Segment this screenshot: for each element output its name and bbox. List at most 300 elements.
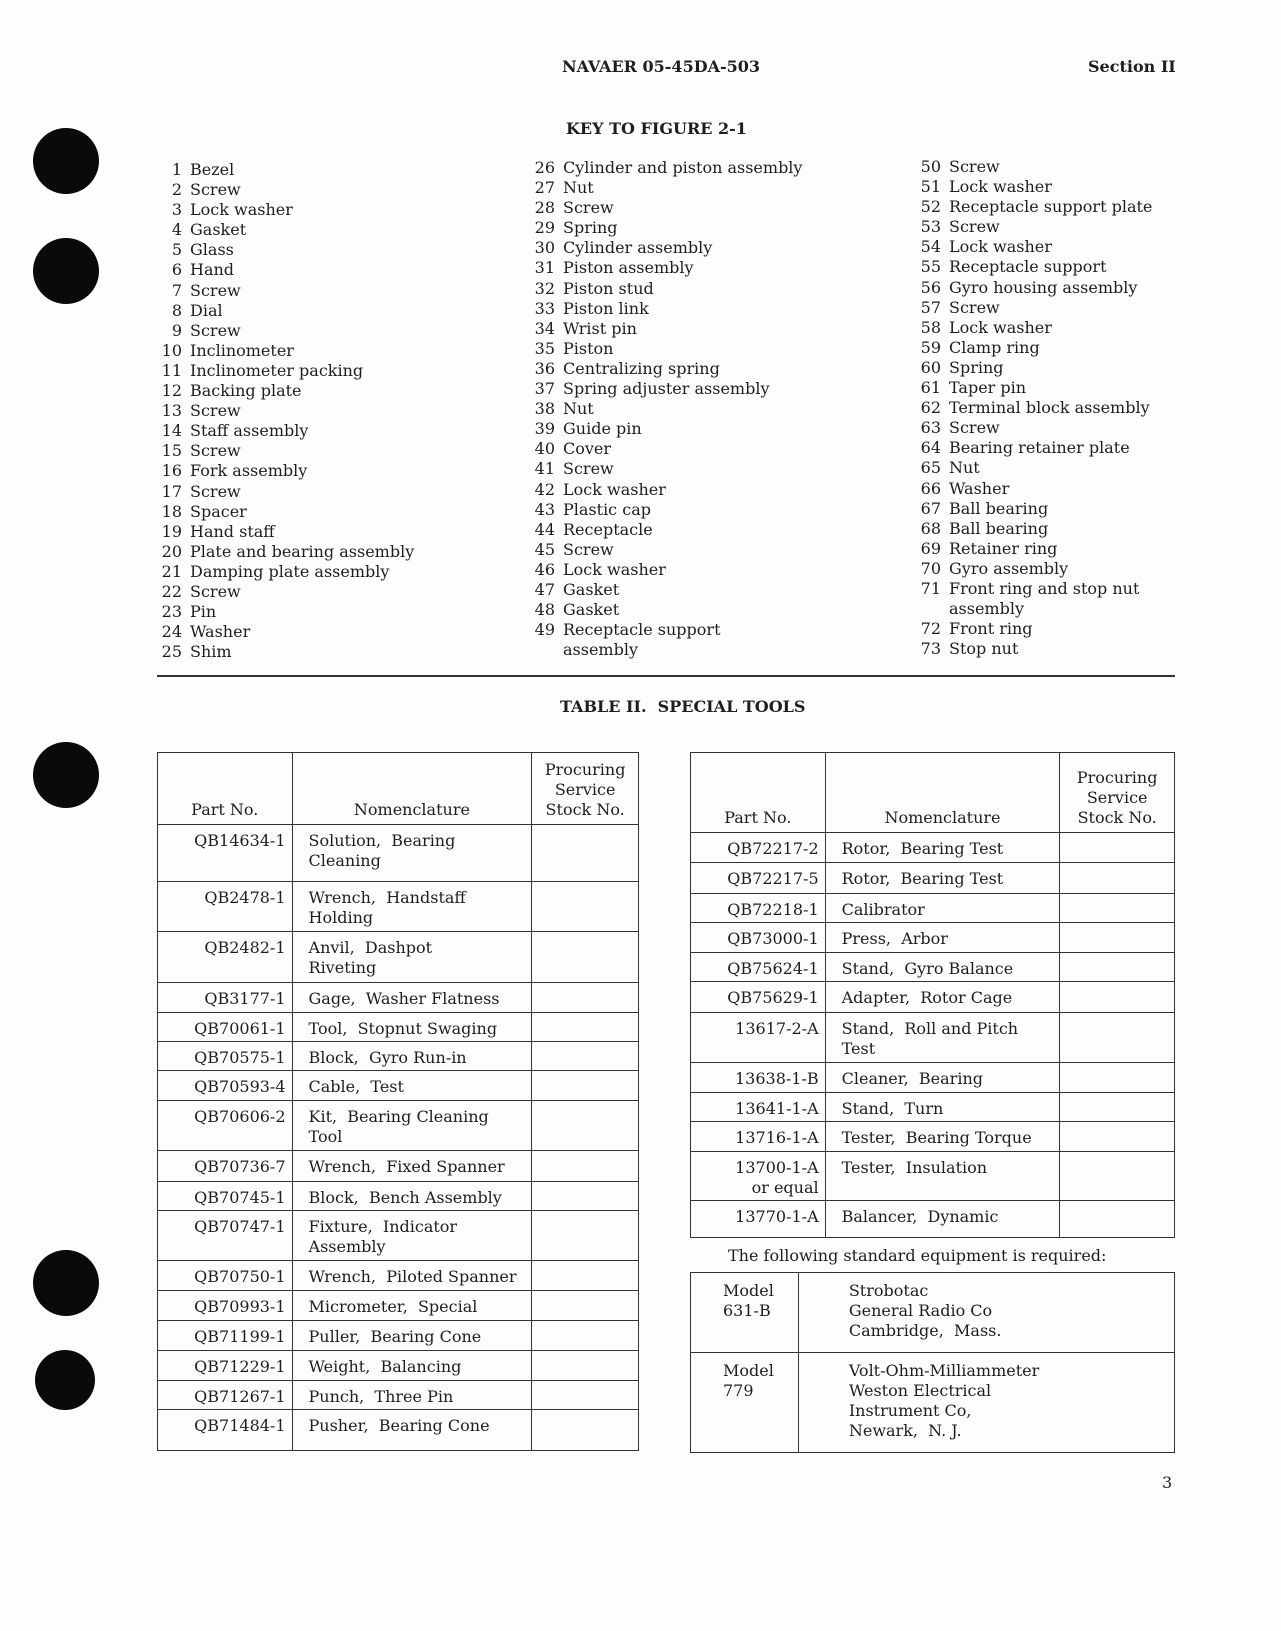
table-row	[691, 1122, 1175, 1152]
table-row	[691, 982, 1175, 1013]
key-item-number: 43	[534, 499, 555, 519]
key-item-number: 67	[920, 498, 941, 518]
key-item-number: 72	[920, 619, 941, 639]
key-item-number: 46	[534, 559, 555, 579]
key-item-label: Fork assembly	[190, 461, 308, 481]
key-item	[534, 278, 802, 299]
nomenclature-cell: Tester, Bearing Torque	[825, 1122, 1060, 1152]
stock-number-cell	[1060, 1122, 1175, 1152]
key-item-number: 18	[161, 501, 182, 521]
key-item	[949, 599, 1152, 619]
key-item-label: Taper pin	[949, 378, 1027, 398]
key-item-number: 51	[920, 177, 941, 197]
key-item	[534, 158, 803, 178]
stock-no-header: Procuring Service Stock No.	[532, 753, 639, 825]
key-item-label: Lock washer	[949, 237, 1052, 257]
key-item	[171, 200, 414, 220]
punch-hole	[33, 742, 99, 808]
table-row	[158, 1151, 639, 1182]
key-item-number: 7	[171, 280, 182, 300]
stock-number-cell	[532, 882, 639, 932]
model-cell: Model 631-B	[691, 1273, 799, 1353]
stock-number-cell	[532, 1410, 639, 1451]
key-item-number: 27	[534, 178, 555, 198]
part-number-cell: QB72217-2	[691, 833, 826, 863]
key-item	[534, 419, 802, 439]
stock-no-header: Procuring Service Stock No.	[1060, 753, 1175, 833]
page-number: 3	[1162, 1473, 1173, 1492]
table-row	[158, 932, 639, 983]
key-item-number: 36	[534, 358, 555, 378]
key-item	[534, 178, 802, 198]
key-item-label: Shim	[190, 642, 232, 662]
nomenclature-cell: Solution, Bearing Cleaning	[292, 825, 532, 882]
key-item-label: Front ring and stop nut	[949, 578, 1140, 598]
key-item-number: 54	[920, 237, 941, 257]
part-number-cell: QB70993-1	[158, 1291, 293, 1321]
key-item-label: Screw	[190, 441, 241, 461]
stock-number-cell	[1060, 953, 1175, 982]
key-item-label: Screw	[190, 481, 241, 501]
table-row	[158, 1351, 639, 1381]
key-item	[161, 461, 414, 481]
table-row	[158, 1101, 639, 1151]
table-row	[158, 1071, 639, 1101]
key-item	[161, 360, 414, 381]
part-number-cell: QB71229-1	[158, 1351, 293, 1381]
stock-number-cell	[532, 1013, 639, 1042]
key-item-number: 39	[534, 419, 555, 439]
key-item-label: Piston link	[563, 298, 649, 318]
part-number-cell: QB70745-1	[158, 1182, 293, 1211]
key-item-label: Spacer	[190, 501, 247, 521]
part-number-cell: 13716-1-A	[691, 1122, 826, 1152]
key-item-number: 10	[161, 340, 182, 360]
key-item-label: Piston assembly	[563, 258, 694, 278]
key-item-number: 64	[920, 438, 941, 458]
key-item-label: Receptacle	[563, 519, 653, 539]
part-number-cell: QB70750-1	[158, 1261, 293, 1291]
key-item-label: Plate and bearing assembly	[190, 541, 415, 561]
table-row	[158, 1211, 639, 1261]
key-item-number: 19	[161, 521, 182, 541]
part-number-cell: QB70736-7	[158, 1151, 293, 1182]
table-row	[691, 953, 1175, 982]
part-number-cell: QB70575-1	[158, 1042, 293, 1071]
punch-hole	[33, 1250, 99, 1316]
table-row	[158, 1410, 639, 1451]
stock-number-cell	[1060, 1063, 1175, 1093]
key-item-number: 12	[161, 381, 182, 401]
key-item-label: Bearing retainer plate	[949, 438, 1130, 458]
key-item-label: Hand	[190, 260, 235, 280]
nomenclature-cell: Press, Arbor	[825, 923, 1060, 953]
nomenclature-cell: Gage, Washer Flatness	[292, 983, 532, 1013]
stock-number-cell	[1060, 1013, 1175, 1063]
key-item-label: Ball bearing	[949, 498, 1049, 518]
key-item-label: Lock washer	[949, 317, 1052, 337]
key-item-number: 59	[920, 337, 941, 357]
key-item-number: 42	[534, 479, 555, 499]
key-item-number: 45	[534, 539, 555, 559]
key-item	[161, 642, 414, 662]
table-row	[158, 1042, 639, 1071]
key-item-number: 41	[534, 459, 555, 479]
key-item-number: 52	[920, 197, 941, 217]
key-item	[920, 478, 1152, 499]
key-item-number: 50	[920, 157, 941, 176]
key-item-number: 38	[534, 399, 555, 419]
key-item-number: 2	[171, 180, 182, 200]
key-item	[920, 357, 1152, 378]
key-item-number: 68	[920, 518, 941, 538]
stock-number-cell	[1060, 833, 1175, 863]
key-item-number: 11	[161, 360, 182, 380]
key-item	[161, 561, 414, 582]
part-number-cell: QB70747-1	[158, 1211, 293, 1261]
key-item-label: Screw	[190, 581, 241, 601]
table-row	[158, 1261, 639, 1291]
table-row	[158, 1381, 639, 1410]
key-item	[920, 197, 1153, 217]
part-no-header: Part No.	[691, 753, 826, 833]
key-item-label: Screw	[563, 198, 614, 218]
key-item	[920, 458, 1152, 478]
key-item-label: Gyro housing assembly	[949, 277, 1138, 297]
key-item-label: Centralizing spring	[563, 358, 720, 378]
part-number-cell: QB75629-1	[691, 982, 826, 1013]
key-item-label: Bezel	[190, 160, 235, 179]
key-item	[563, 640, 802, 660]
part-number-cell: 13770-1-A	[691, 1201, 826, 1238]
key-item	[534, 439, 802, 459]
stock-number-cell	[532, 1071, 639, 1101]
key-item-number: 71	[920, 578, 941, 598]
key-item-label: Piston stud	[563, 278, 654, 298]
stock-number-cell	[1060, 1093, 1175, 1122]
part-number-cell: QB73000-1	[691, 923, 826, 953]
key-item-label: Gasket	[190, 220, 247, 240]
key-item-number: 14	[161, 421, 182, 441]
key-item-number: 70	[920, 558, 941, 578]
nomenclature-cell: Weight, Balancing	[292, 1351, 532, 1381]
nomenclature-cell: Rotor, Bearing Test	[825, 863, 1060, 894]
key-item	[534, 459, 802, 479]
key-item-number: 44	[534, 519, 555, 539]
equipment-row	[691, 1353, 1175, 1453]
key-item	[920, 518, 1152, 539]
key-item-label: Front ring	[949, 619, 1033, 639]
part-number-cell: 13617-2-A	[691, 1013, 826, 1063]
standard-equipment-note: The following standard equipment is required:	[728, 1246, 1107, 1265]
table-title: TABLE II. SPECIAL TOOLS	[560, 697, 806, 716]
key-item-number: 5	[171, 240, 182, 260]
table-row	[691, 1201, 1175, 1238]
part-number-cell: QB72218-1	[691, 894, 826, 923]
key-item-label: Inclinometer packing	[190, 360, 364, 380]
key-item-number: 8	[171, 300, 182, 320]
nomenclature-cell: Stand, Turn	[825, 1093, 1060, 1122]
key-item-number: 56	[920, 277, 941, 297]
key-item	[920, 398, 1152, 418]
key-item	[161, 401, 414, 421]
punch-hole	[35, 1350, 95, 1410]
nomenclature-cell: Cleaner, Bearing	[825, 1063, 1060, 1093]
key-item-label: Pin	[190, 602, 217, 622]
key-item-label: Cover	[563, 439, 612, 459]
key-item-label: Receptacle support	[563, 620, 721, 640]
table-row	[158, 825, 639, 882]
key-item	[920, 378, 1152, 398]
document-number: NAVAER 05-45DA-503	[562, 57, 761, 76]
stock-number-cell	[532, 1151, 639, 1182]
part-number-cell: QB70061-1	[158, 1013, 293, 1042]
key-item-number: 37	[534, 379, 555, 399]
key-item	[534, 358, 802, 379]
key-item-label: Screw	[563, 459, 614, 479]
table-row	[158, 1182, 639, 1211]
key-item-label: Lock washer	[563, 479, 666, 499]
nomenclature-cell: Fixture, Indicator Assembly	[292, 1211, 532, 1261]
part-number-cell: QB71484-1	[158, 1410, 293, 1451]
key-item	[920, 538, 1152, 559]
key-item-label: Damping plate assembly	[190, 561, 390, 581]
key-item-label: Clamp ring	[949, 337, 1040, 357]
key-item-number: 24	[161, 622, 182, 642]
key-item-label: Plastic cap	[563, 499, 651, 519]
part-number-cell: QB2478-1	[158, 882, 293, 932]
key-item	[920, 639, 1152, 659]
key-item-label: Nut	[563, 178, 594, 198]
key-item-number: 25	[161, 642, 182, 662]
key-item-label: assembly	[949, 599, 1024, 619]
key-item-number: 15	[161, 441, 182, 461]
table-row	[158, 1013, 639, 1042]
key-item-number: 28	[534, 198, 555, 218]
key-item-number: 61	[920, 378, 941, 398]
key-item	[171, 280, 414, 301]
equipment-row	[691, 1273, 1175, 1353]
part-number-cell: 13638-1-B	[691, 1063, 826, 1093]
key-item-label: Nut	[949, 458, 980, 478]
nomenclature-cell: Calibrator	[825, 894, 1060, 923]
key-item-label: Retainer ring	[949, 538, 1058, 558]
stock-number-cell	[532, 1211, 639, 1261]
key-item-number: 35	[534, 338, 555, 358]
key-item	[920, 418, 1152, 438]
part-number-cell: QB70593-4	[158, 1071, 293, 1101]
key-item-number: 13	[161, 401, 182, 421]
key-item-number: 26	[534, 158, 555, 177]
key-item	[534, 338, 802, 359]
key-item	[161, 481, 414, 502]
key-item	[920, 498, 1152, 519]
key-item-number: 17	[161, 481, 182, 501]
stock-number-cell	[532, 1182, 639, 1211]
table-row	[691, 894, 1175, 923]
part-no-header: Part No.	[158, 753, 293, 825]
stock-number-cell	[532, 1321, 639, 1351]
nomenclature-cell: Puller, Bearing Cone	[292, 1321, 532, 1351]
key-item-label: Glass	[190, 240, 234, 260]
part-number-cell: QB14634-1	[158, 825, 293, 882]
key-item-number: 4	[171, 220, 182, 240]
key-item-label: Lock washer	[563, 559, 666, 579]
key-item-label: Guide pin	[563, 419, 642, 439]
key-item-label: Screw	[190, 180, 241, 200]
key-item-number: 34	[534, 318, 555, 338]
key-item-label: Screw	[949, 217, 1000, 237]
key-item	[534, 579, 802, 600]
key-item	[171, 180, 414, 200]
key-item-label: Screw	[949, 297, 1000, 317]
key-item	[161, 340, 414, 361]
key-item-label: Staff assembly	[190, 421, 309, 441]
part-number-cell: 13700-1-A or equal	[691, 1152, 826, 1201]
model-cell: Model 779	[691, 1353, 799, 1453]
nomenclature-cell: Block, Gyro Run-in	[292, 1042, 532, 1071]
table-row	[691, 1152, 1175, 1201]
key-item	[161, 602, 414, 622]
nomenclature-cell: Wrench, Fixed Spanner	[292, 1151, 532, 1182]
key-item	[534, 600, 802, 620]
key-item-number: 31	[534, 258, 555, 278]
key-item-label: Screw	[190, 280, 241, 300]
key-item	[171, 240, 414, 260]
key-item	[171, 260, 414, 280]
key-item-label: Screw	[949, 418, 1000, 438]
key-item	[171, 160, 414, 180]
key-column-2	[534, 158, 803, 660]
key-item	[534, 539, 802, 560]
nomenclature-cell: Stand, Roll and Pitch Test	[825, 1013, 1060, 1063]
key-item	[161, 421, 414, 441]
key-item-number: 40	[534, 439, 555, 459]
key-item	[920, 558, 1152, 579]
key-item-number: 29	[534, 218, 555, 238]
nomenclature-cell: Punch, Three Pin	[292, 1381, 532, 1410]
key-item	[171, 320, 414, 341]
key-item	[920, 438, 1152, 458]
key-item-label: Ball bearing	[949, 518, 1049, 538]
equipment-description-cell: Volt-Ohm-Milliammeter Weston Electrical Instrument Co, Newark, N. J.	[798, 1353, 1174, 1453]
key-item-number: 3	[171, 200, 182, 220]
key-item-number: 47	[534, 579, 555, 599]
key-item-label: Screw	[190, 401, 241, 421]
key-item-number: 49	[534, 620, 555, 640]
key-item-label: Receptacle support	[949, 257, 1107, 277]
key-item-number: 30	[534, 238, 555, 258]
key-item-number: 6	[171, 260, 182, 280]
part-number-cell: QB75624-1	[691, 953, 826, 982]
table-row	[691, 1063, 1175, 1093]
special-tools-table-left	[157, 752, 639, 1451]
stock-number-cell	[532, 932, 639, 983]
key-item	[534, 379, 802, 399]
section-label: Section II	[1088, 57, 1176, 76]
stock-number-cell	[1060, 1201, 1175, 1238]
key-item-number: 22	[161, 581, 182, 601]
part-number-cell: QB2482-1	[158, 932, 293, 983]
key-item-number: 57	[920, 297, 941, 317]
key-item	[920, 217, 1152, 237]
nomenclature-cell: Adapter, Rotor Cage	[825, 982, 1060, 1013]
stock-number-cell	[532, 1351, 639, 1381]
punch-hole	[33, 128, 99, 194]
table-row	[691, 923, 1175, 953]
nomenclature-cell: Block, Bench Assembly	[292, 1182, 532, 1211]
key-item-number: 62	[920, 398, 941, 418]
key-item	[161, 441, 414, 461]
key-item-label: Spring	[949, 357, 1004, 377]
table-row	[691, 1013, 1175, 1063]
key-item	[920, 157, 1152, 177]
key-item-number: 23	[161, 602, 182, 622]
divider	[157, 675, 1175, 677]
key-item	[534, 218, 802, 238]
key-item-number: 60	[920, 357, 941, 377]
key-item	[534, 499, 802, 520]
key-item-label: Gasket	[563, 600, 620, 620]
key-item-label: Backing plate	[190, 381, 302, 401]
key-item-label: Stop nut	[949, 639, 1019, 659]
key-item-label: Piston	[563, 338, 614, 358]
stock-number-cell	[532, 1261, 639, 1291]
part-number-cell: QB70606-2	[158, 1101, 293, 1151]
key-item	[534, 620, 802, 640]
stock-number-cell	[532, 983, 639, 1013]
stock-number-cell	[532, 1291, 639, 1321]
key-title: KEY TO FIGURE 2-1	[566, 119, 747, 138]
key-item-number: 20	[161, 541, 182, 561]
key-item-label: Receptacle support plate	[949, 197, 1153, 217]
key-item	[161, 622, 414, 642]
key-item-number: 66	[920, 478, 941, 498]
part-number-cell: QB72217-5	[691, 863, 826, 894]
key-item-label: Dial	[190, 300, 223, 320]
equipment-description-cell: Strobotac General Radio Co Cambridge, Mass.	[798, 1273, 1174, 1353]
part-number-cell: QB71267-1	[158, 1381, 293, 1410]
stock-number-cell	[1060, 923, 1175, 953]
key-item-label: Lock washer	[949, 177, 1052, 197]
table-row	[691, 833, 1175, 863]
stock-number-cell	[1060, 1152, 1175, 1201]
part-number-cell: QB3177-1	[158, 983, 293, 1013]
nomenclature-cell: Anvil, Dashpot Riveting	[292, 932, 532, 983]
key-item	[920, 337, 1152, 358]
nomenclature-header: Nomenclature	[825, 753, 1060, 833]
key-item	[920, 237, 1152, 257]
key-item-label: Cylinder assembly	[563, 238, 713, 258]
key-item	[534, 198, 802, 218]
key-item	[920, 619, 1152, 639]
nomenclature-cell: Stand, Gyro Balance	[825, 953, 1060, 982]
table-row	[158, 882, 639, 932]
nomenclature-cell: Wrench, Piloted Spanner	[292, 1261, 532, 1291]
nomenclature-cell: Kit, Bearing Cleaning Tool	[292, 1101, 532, 1151]
key-item	[161, 501, 414, 522]
stock-number-cell	[532, 1381, 639, 1410]
key-column-3	[920, 157, 1153, 659]
standard-equipment-table	[690, 1272, 1175, 1453]
key-item-label: Gasket	[563, 579, 620, 599]
nomenclature-cell: Rotor, Bearing Test	[825, 833, 1060, 863]
stock-number-cell	[532, 1101, 639, 1151]
nomenclature-header: Nomenclature	[292, 753, 532, 825]
key-item	[534, 479, 802, 500]
key-item-number: 69	[920, 538, 941, 558]
stock-number-cell	[532, 1042, 639, 1071]
